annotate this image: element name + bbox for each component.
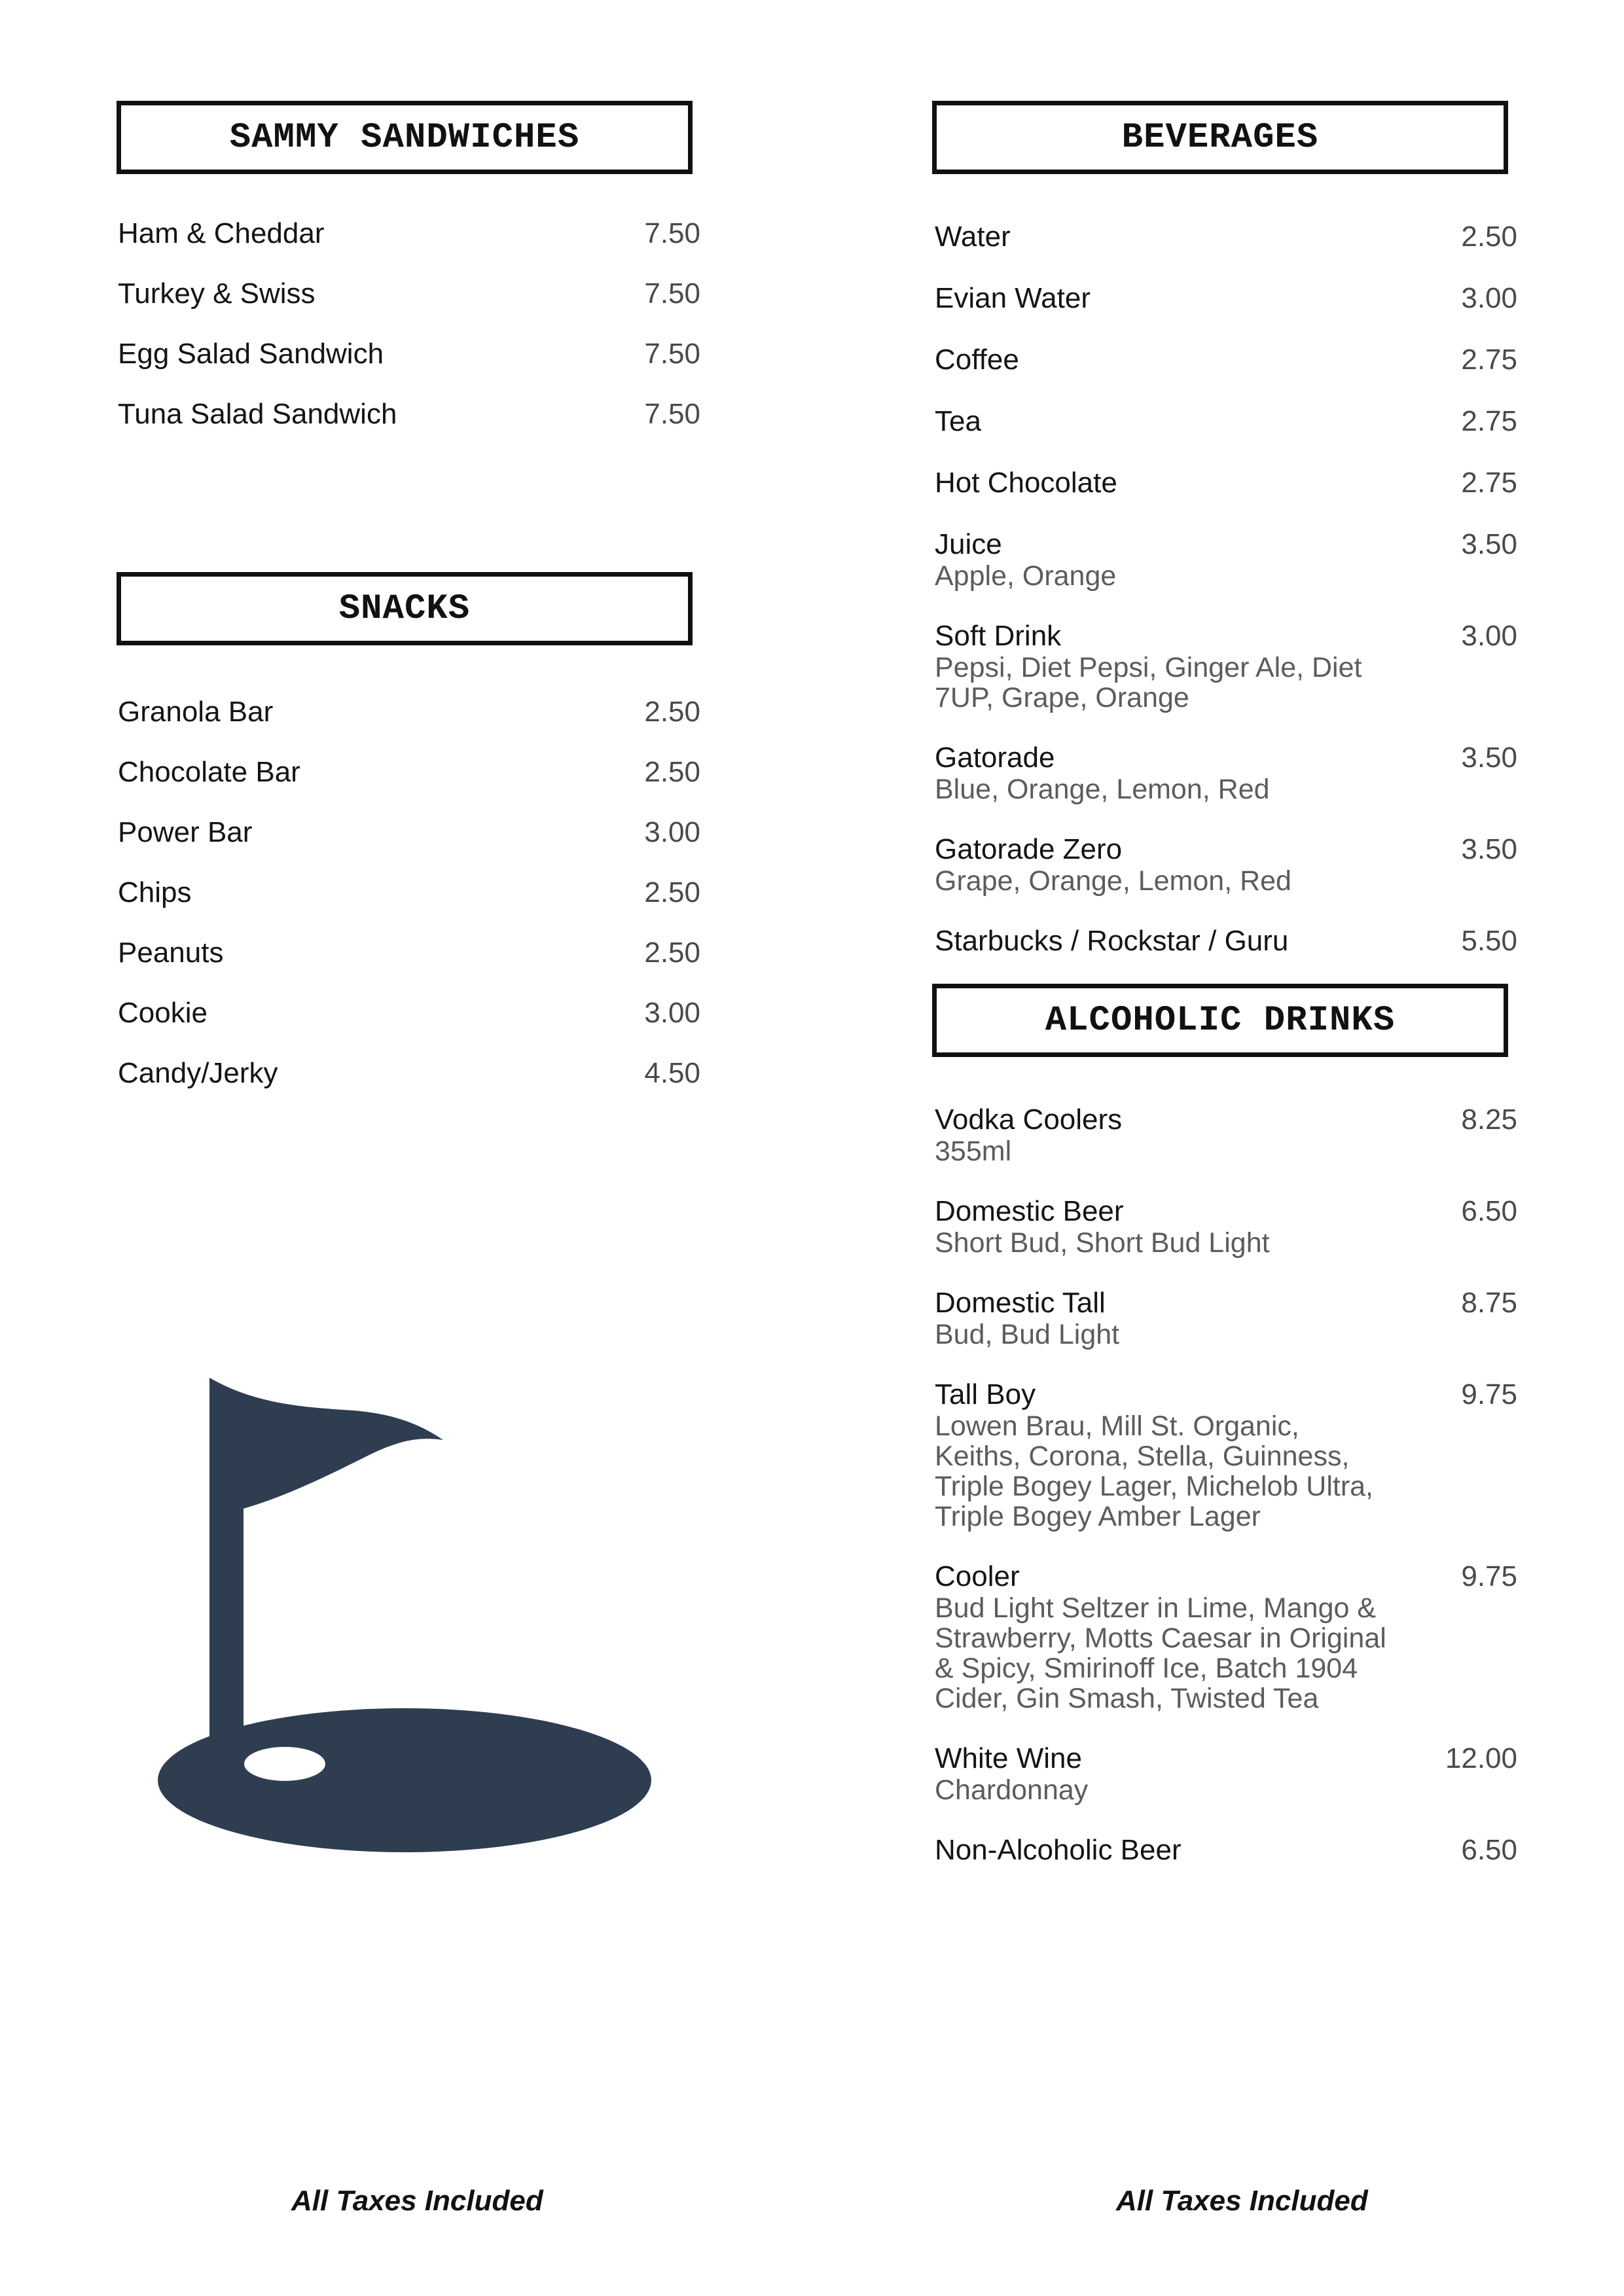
item-description: Chardonnay [935,1774,1089,1806]
item-price: 3.00 [1461,620,1517,652]
menu-item [935,1378,1517,1532]
right-footer-note: All Taxes Included [1116,2185,1368,2217]
menu-item [118,876,700,937]
item-name: Evian Water [935,282,1091,314]
item-price: 2.75 [1461,467,1517,499]
menu-item [935,1195,1517,1258]
item-price: 7.50 [644,217,700,249]
alcoholic-title: ALCOHOLIC DRINKS [1045,1000,1396,1041]
item-description: 355ml [935,1136,1012,1167]
item-price: 4.50 [644,1057,700,1089]
item-price: 7.50 [644,278,700,310]
item-price: 6.50 [1461,1195,1517,1227]
item-description: Pepsi, Diet Pepsi, Ginger Ale, Diet 7UP, Grape, Orange [935,652,1362,713]
item-name: Starbucks / Rockstar / Guru [935,925,1289,957]
item-price: 8.25 [1461,1103,1517,1136]
menu-item [118,398,700,458]
beverages-title: BEVERAGES [1121,117,1319,158]
item-name: Domestic Tall [935,1287,1106,1319]
item-name: Gatorade [935,742,1055,774]
beverages-header [932,101,1508,174]
item-price: 2.75 [1461,344,1517,376]
snacks-list [118,696,700,1117]
sandwiches-header [117,101,693,174]
menu-item [935,1287,1517,1350]
golf-flag-icon [157,1378,661,1875]
item-description: Bud, Bud Light [935,1319,1120,1350]
item-name: White Wine [935,1742,1082,1774]
item-price: 2.50 [644,937,700,969]
menu-item [935,528,1517,591]
item-name: Domestic Beer [935,1195,1124,1227]
item-description: Bud Light Seltzer in Lime, Mango & Strawberry, Motts Caesar in Original & Spicy, Smirinoff Ice, Batch 1904 Cider, Gin Smash, Twisted Tea [935,1592,1386,1714]
item-name: Vodka Coolers [935,1103,1123,1136]
sandwiches-title: SAMMY SANDWICHES [229,117,580,158]
menu-item [118,278,700,338]
item-price: 2.50 [644,876,700,908]
menu-item [935,620,1517,713]
item-name: Granola Bar [118,696,274,728]
menu-item [118,756,700,816]
menu-item [118,816,700,876]
item-description: Blue, Orange, Lemon, Red [935,774,1270,805]
menu-item [935,467,1517,499]
item-name: Non-Alcoholic Beer [935,1834,1182,1866]
menu-item [118,937,700,997]
item-name: Ham & Cheddar [118,217,325,249]
item-name: Egg Salad Sandwich [118,338,384,370]
item-price: 3.00 [1461,282,1517,314]
menu-item [935,1834,1517,1867]
item-price: 9.75 [1461,1378,1517,1410]
snacks-header [117,572,693,645]
beverages-list [935,221,1517,986]
menu-item [935,282,1517,315]
menu-item [935,925,1517,958]
menu-item [935,833,1517,896]
menu-item [935,742,1517,804]
item-name: Turkey & Swiss [118,278,316,310]
menu-item [118,1057,700,1117]
item-price: 3.50 [1461,528,1517,560]
item-name: Chocolate Bar [118,756,300,788]
item-name: Tea [935,405,981,437]
item-price: 3.00 [644,816,700,848]
item-name: Tuna Salad Sandwich [118,398,397,430]
item-price: 5.50 [1461,925,1517,957]
item-price: 6.50 [1461,1834,1517,1866]
item-name: Soft Drink [935,620,1062,652]
item-price: 3.00 [644,997,700,1029]
item-price: 2.50 [1461,221,1517,253]
alcoholic-header [932,984,1508,1057]
menu-item [935,1103,1517,1166]
menu-item [935,221,1517,253]
menu-item [118,997,700,1057]
item-price: 3.50 [1461,833,1517,865]
item-name: Hot Chocolate [935,467,1117,499]
item-name: Peanuts [118,937,224,969]
item-price: 7.50 [644,338,700,370]
item-description: Grape, Orange, Lemon, Red [935,865,1291,897]
item-name: Juice [935,528,1002,560]
left-footer-note: All Taxes Included [291,2185,543,2217]
item-price: 9.75 [1461,1560,1517,1592]
menu-item [935,1742,1517,1805]
item-name: Cooler [935,1560,1020,1592]
item-name: Candy/Jerky [118,1057,278,1089]
item-price: 3.50 [1461,742,1517,774]
item-description: Apple, Orange [935,560,1117,592]
item-name: Tall Boy [935,1378,1036,1410]
menu-item [118,338,700,398]
alcoholic-list [935,1103,1517,1895]
item-price: 2.75 [1461,405,1517,437]
item-name: Gatorade Zero [935,833,1123,865]
menu-item [935,1560,1517,1713]
item-name: Cookie [118,997,208,1029]
item-price: 8.75 [1461,1287,1517,1319]
snacks-title: SNACKS [338,588,471,629]
sandwiches-list [118,217,700,458]
menu-item [118,696,700,756]
item-name: Coffee [935,344,1019,376]
item-price: 7.50 [644,398,700,430]
item-price: 12.00 [1445,1742,1517,1774]
menu-item [935,405,1517,438]
item-name: Chips [118,876,192,908]
item-name: Water [935,221,1011,253]
menu-item [118,217,700,278]
item-description: Lowen Brau, Mill St. Organic, Keiths, Corona, Stella, Guinness, Triple Bogey Lager, Michelob Ultra, Triple Bogey Amber Lager [935,1410,1374,1532]
item-price: 2.50 [644,756,700,788]
item-description: Short Bud, Short Bud Light [935,1227,1270,1259]
menu-item [935,344,1517,376]
item-name: Power Bar [118,816,253,848]
item-price: 2.50 [644,696,700,728]
